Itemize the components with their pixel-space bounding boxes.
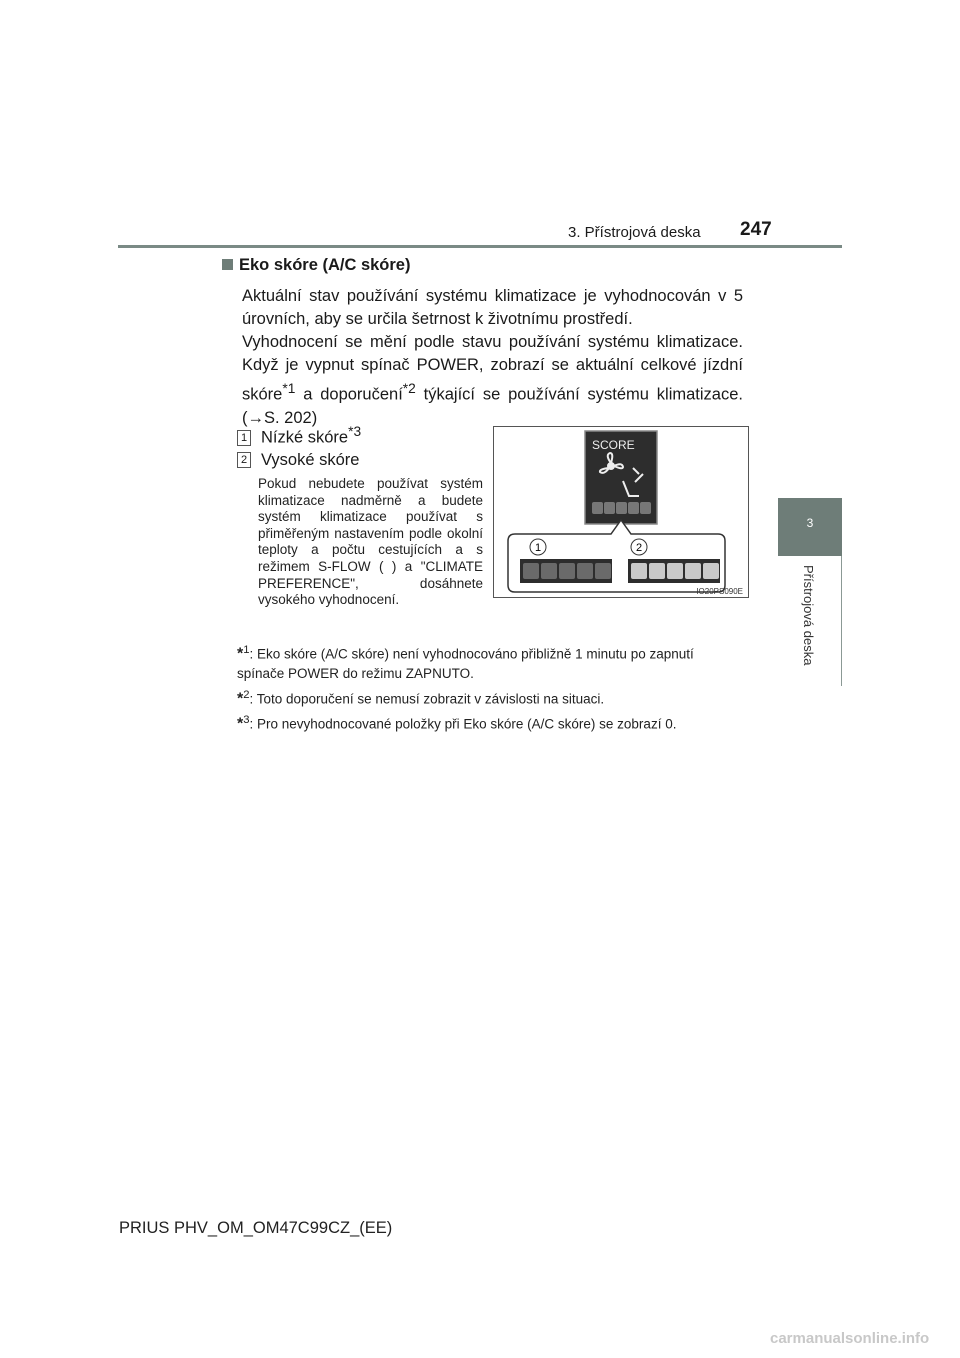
footnote-number: 1 [243,644,250,656]
footnote-mark: * [237,645,244,663]
footnote-mark: * [237,690,244,708]
callout-badge-1: 1 [237,430,251,446]
header-section-title: 3. Přístrojová deska [568,224,701,241]
footnote-ref-1: *1 [282,381,296,396]
score-level-bars [592,502,651,514]
section-title-text: Eko skóre (A/C skóre) [239,256,411,274]
callout-badge-2: 2 [237,452,251,468]
list-item-label: Vysoké skóre [261,451,360,469]
header-rule [118,245,842,248]
paragraph-2-part-c: týkající se používání systému klimatizace. (→S. 202) [242,385,743,427]
footnote-number: 2 [243,689,250,701]
score-display-figure [493,426,749,598]
paragraph-2-part-b: a doporučení [295,385,403,404]
section-title [222,256,410,275]
figure-code: IO20PS090E [696,587,743,596]
document-id: PRIUS PHV_OM_OM47C99CZ_(EE) [119,1219,393,1237]
list-item-label: Nízké skóre [261,428,349,447]
section-square-icon [222,259,233,270]
page-number: 247 [740,219,772,240]
chapter-tab-label-text: Přístrojová deska [801,565,816,666]
chapter-tab-number: 3 [806,516,814,530]
paragraph-1: Aktuální stav používání systému klimatizace je vyhodnocován v 5 úrovních, aby se určila šetrnost k životnímu prostředí. [242,287,743,328]
high-score-note: Pokud nebudete používat systém klimatizace nadměrně a budete systém klimatizace používat s přiměřeným nastavením podle okolní teploty a počtu cestujících a s režimem S-FLOW ( ) a "CLIMATE PREFERENCE", dosáhnete vysokého vyhodnocení. [258,476,483,608]
footnote-3 [237,711,676,734]
paragraph-2 [242,331,743,430]
watermark: carmanualsonline.info [770,1330,930,1347]
chapter-tab-label [802,565,818,675]
footnote-number: 3 [243,714,250,726]
score-display-illustration [493,426,749,598]
high-score-bars [631,563,719,579]
score-label: SCORE [592,438,635,452]
footnote-1 [237,641,743,683]
footnote-ref-2: *2 [402,381,416,396]
paragraph-2-part-a: Vyhodnocení se mění podle stavu používání systému klimatizace. Když je vypnut spínač POWER, zobrazí se aktuální celkové jízdní skóre [242,333,743,404]
list-item-low-score [237,424,361,448]
footnote-mark: * [237,715,244,733]
callout-1-text: 1 [534,542,542,554]
footnote-text: : Toto doporučení se nemusí zobrazit v závislosti na situaci. [249,691,605,707]
low-score-bars [523,563,611,579]
footnote-2 [237,686,604,709]
chapter-tab-divider [841,556,842,686]
list-item-high-score [237,451,359,470]
callout-2-text: 2 [635,542,643,554]
footnote-text: : Pro nevyhodnocované položky při Eko skóre (A/C skóre) se zobrazí 0. [249,716,677,732]
footnote-text: : Eko skóre (A/C skóre) není vyhodnocováno přibližně 1 minutu po zapnutí spínače POWER do režimu ZAPNUTO. [237,646,694,681]
footnote-ref-3: *3 [348,424,362,439]
